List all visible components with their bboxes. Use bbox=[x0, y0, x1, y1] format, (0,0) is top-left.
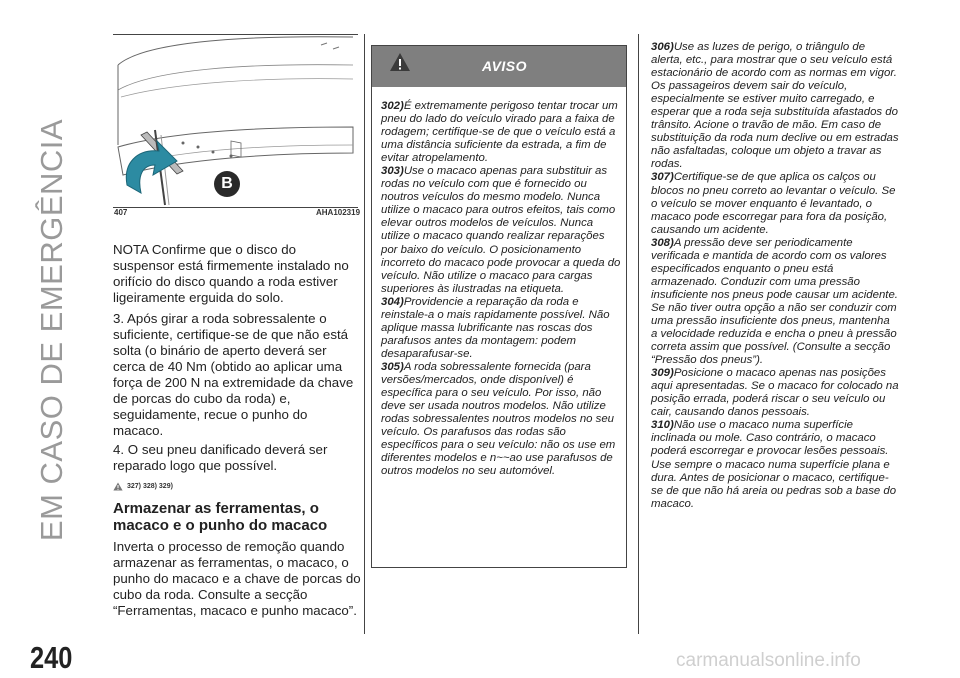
warning-item-310: 310)Não use o macaco numa superfície inclinada ou mole. Caso contrário, o macaco poderá escorregar e provocar lesões pessoais. Use sempre o macaco numa superfície plana e dura. Antes de posicionar o macaco, certifique-se de que não há areia ou pedras sob a base do macaco. bbox=[651, 419, 897, 510]
watermark: carmanualsonline.info bbox=[676, 650, 861, 671]
warning-triangle-icon bbox=[113, 482, 123, 491]
reference-numbers: 327) 328) 329) bbox=[127, 483, 173, 490]
warning-item-306: 306)Use as luzes de perigo, o triângulo de alerta, etc., para mostrar que o seu veículo está estacionário de acordo com as normas em vigor. Os passageiros devem sair do veículo, especialmente se estiver muito carregado, e esperar que a roda seja substituída afastados do trânsito. Acione o travão de mão. Em caso de substituição da roda num declive ou em estradas não asfaltadas, coloque um objeto a travar as rodas. bbox=[651, 41, 899, 171]
storage-paragraph: Inverta o processo de remoção quando armazenar as ferramentas, o macaco, o punho do macaco e a chave de porcas do cubo da roda. Consulte a secção “Ferramentas, macaco e punho macaco”. bbox=[113, 539, 361, 618]
warning-references bbox=[113, 482, 173, 491]
warning-triangle-icon bbox=[389, 52, 411, 72]
column-divider bbox=[638, 34, 639, 634]
section-side-title: EM CASO DE EMERGÊNCIA bbox=[34, 118, 69, 542]
section-heading: Armazenar as ferramentas, o macaco e o punho do macaco bbox=[113, 500, 328, 534]
page-number: 240 bbox=[30, 640, 73, 675]
warning-item-304: 304)Providencie a reparação da roda e reinstale-a o mais rapidamente possível. Não aplique massa lubrificante nas roscas dos parafusos antes da montagem: podem desaparafusar-se. bbox=[381, 295, 610, 360]
figure-number: 407 bbox=[114, 208, 128, 217]
column-divider bbox=[364, 34, 365, 634]
right-warning-items bbox=[651, 41, 899, 511]
step-4-paragraph: 4. O seu pneu danificado deverá ser reparado logo que possível. bbox=[113, 442, 328, 473]
warning-item-307: 307)Certifique-se de que aplica os calços ou blocos no pneu correto ao levantar o veículo. Se o veículo se mover enquanto é levantado, o macaco pode escorregar para fora da posição, causando um acidente. bbox=[651, 171, 896, 236]
step-3-paragraph: 3. Após girar a roda sobressalente o suficiente, certifique-se de que não está solta (o binário de aperto deverá ser cerca de 40 Nm (obtido ao aplicar uma força de 200 N na extremidade da chave de porcas do cubo da roda) e, seguidamente, recue o punho do macaco. bbox=[113, 311, 354, 438]
callout-b bbox=[214, 171, 240, 197]
warning-item-309: 309)Posicione o macaco apenas nas posições aqui apresentadas. Se o macaco for colocado na posição errada, poderá riscar o seu veículo ou cair, causando danos pessoais. bbox=[651, 367, 899, 419]
aviso-title: AVISO bbox=[482, 58, 528, 74]
warning-item-308: 308)A pressão deve ser periodicamente verificada e mantida de acordo com os valores especificados enquanto o pneu está armazenado. Conduzir com uma pressão insuficiente nos pneus pode causar um acidente. Se não tiver outra opção a não ser conduzir com uma pressão insuficiente dos pneus, mantenha a velocidade reduzida e encha o pneu à pressão correta assim que possível. (Consulte a secção “Pressão dos pneus”). bbox=[651, 236, 898, 367]
note-paragraph: NOTA Confirme que o disco do suspensor está firmemente instalado no orifício do disco quando a roda estiver ligeiramente erguida do solo. bbox=[113, 242, 349, 305]
figure-code: AHA102319 bbox=[316, 208, 361, 217]
aviso-items bbox=[381, 100, 621, 478]
callout-letter: B bbox=[221, 175, 233, 192]
warning-item-305: 305)A roda sobressalente fornecida (para versões/mercados, onde disponível) é específica para o seu veículo. Por isso, não deve ser usada noutros modelos. Não utilize rodas sobressalentes noutros modelos no seu veículo. Os parafusos das rodas são específicos para o seu veículo: não os use em diferentes modelos e n~~ao use parafusos de outros modelos no seu automóvel. bbox=[381, 360, 616, 478]
warning-item-302: 302)É extremamente perigoso tentar trocar um pneu do lado do veículo virado para a faixa de rodagem; certifique-se de que o veículo está a uma distância suficiente da estrada, a fim de evitar atropelamento. bbox=[381, 100, 618, 165]
figure-407 bbox=[113, 34, 358, 208]
warning-item-303: 303)Use o macaco apenas para substituir as rodas no veículo com que é fornecido ou noutros veículos do mesmo modelo. Nunca utilize o macaco para outros efeitos, tais como elevar outros modelos de veículos. Nunca utilize o macaco quando realizar reparações por baixo do veículo. O posicionamento incorreto do macaco pode provocar a queda do veículo. Não utilize o macaco para cargas superiores às ilustradas na etiqueta. bbox=[381, 165, 621, 295]
aviso-header bbox=[372, 46, 626, 87]
